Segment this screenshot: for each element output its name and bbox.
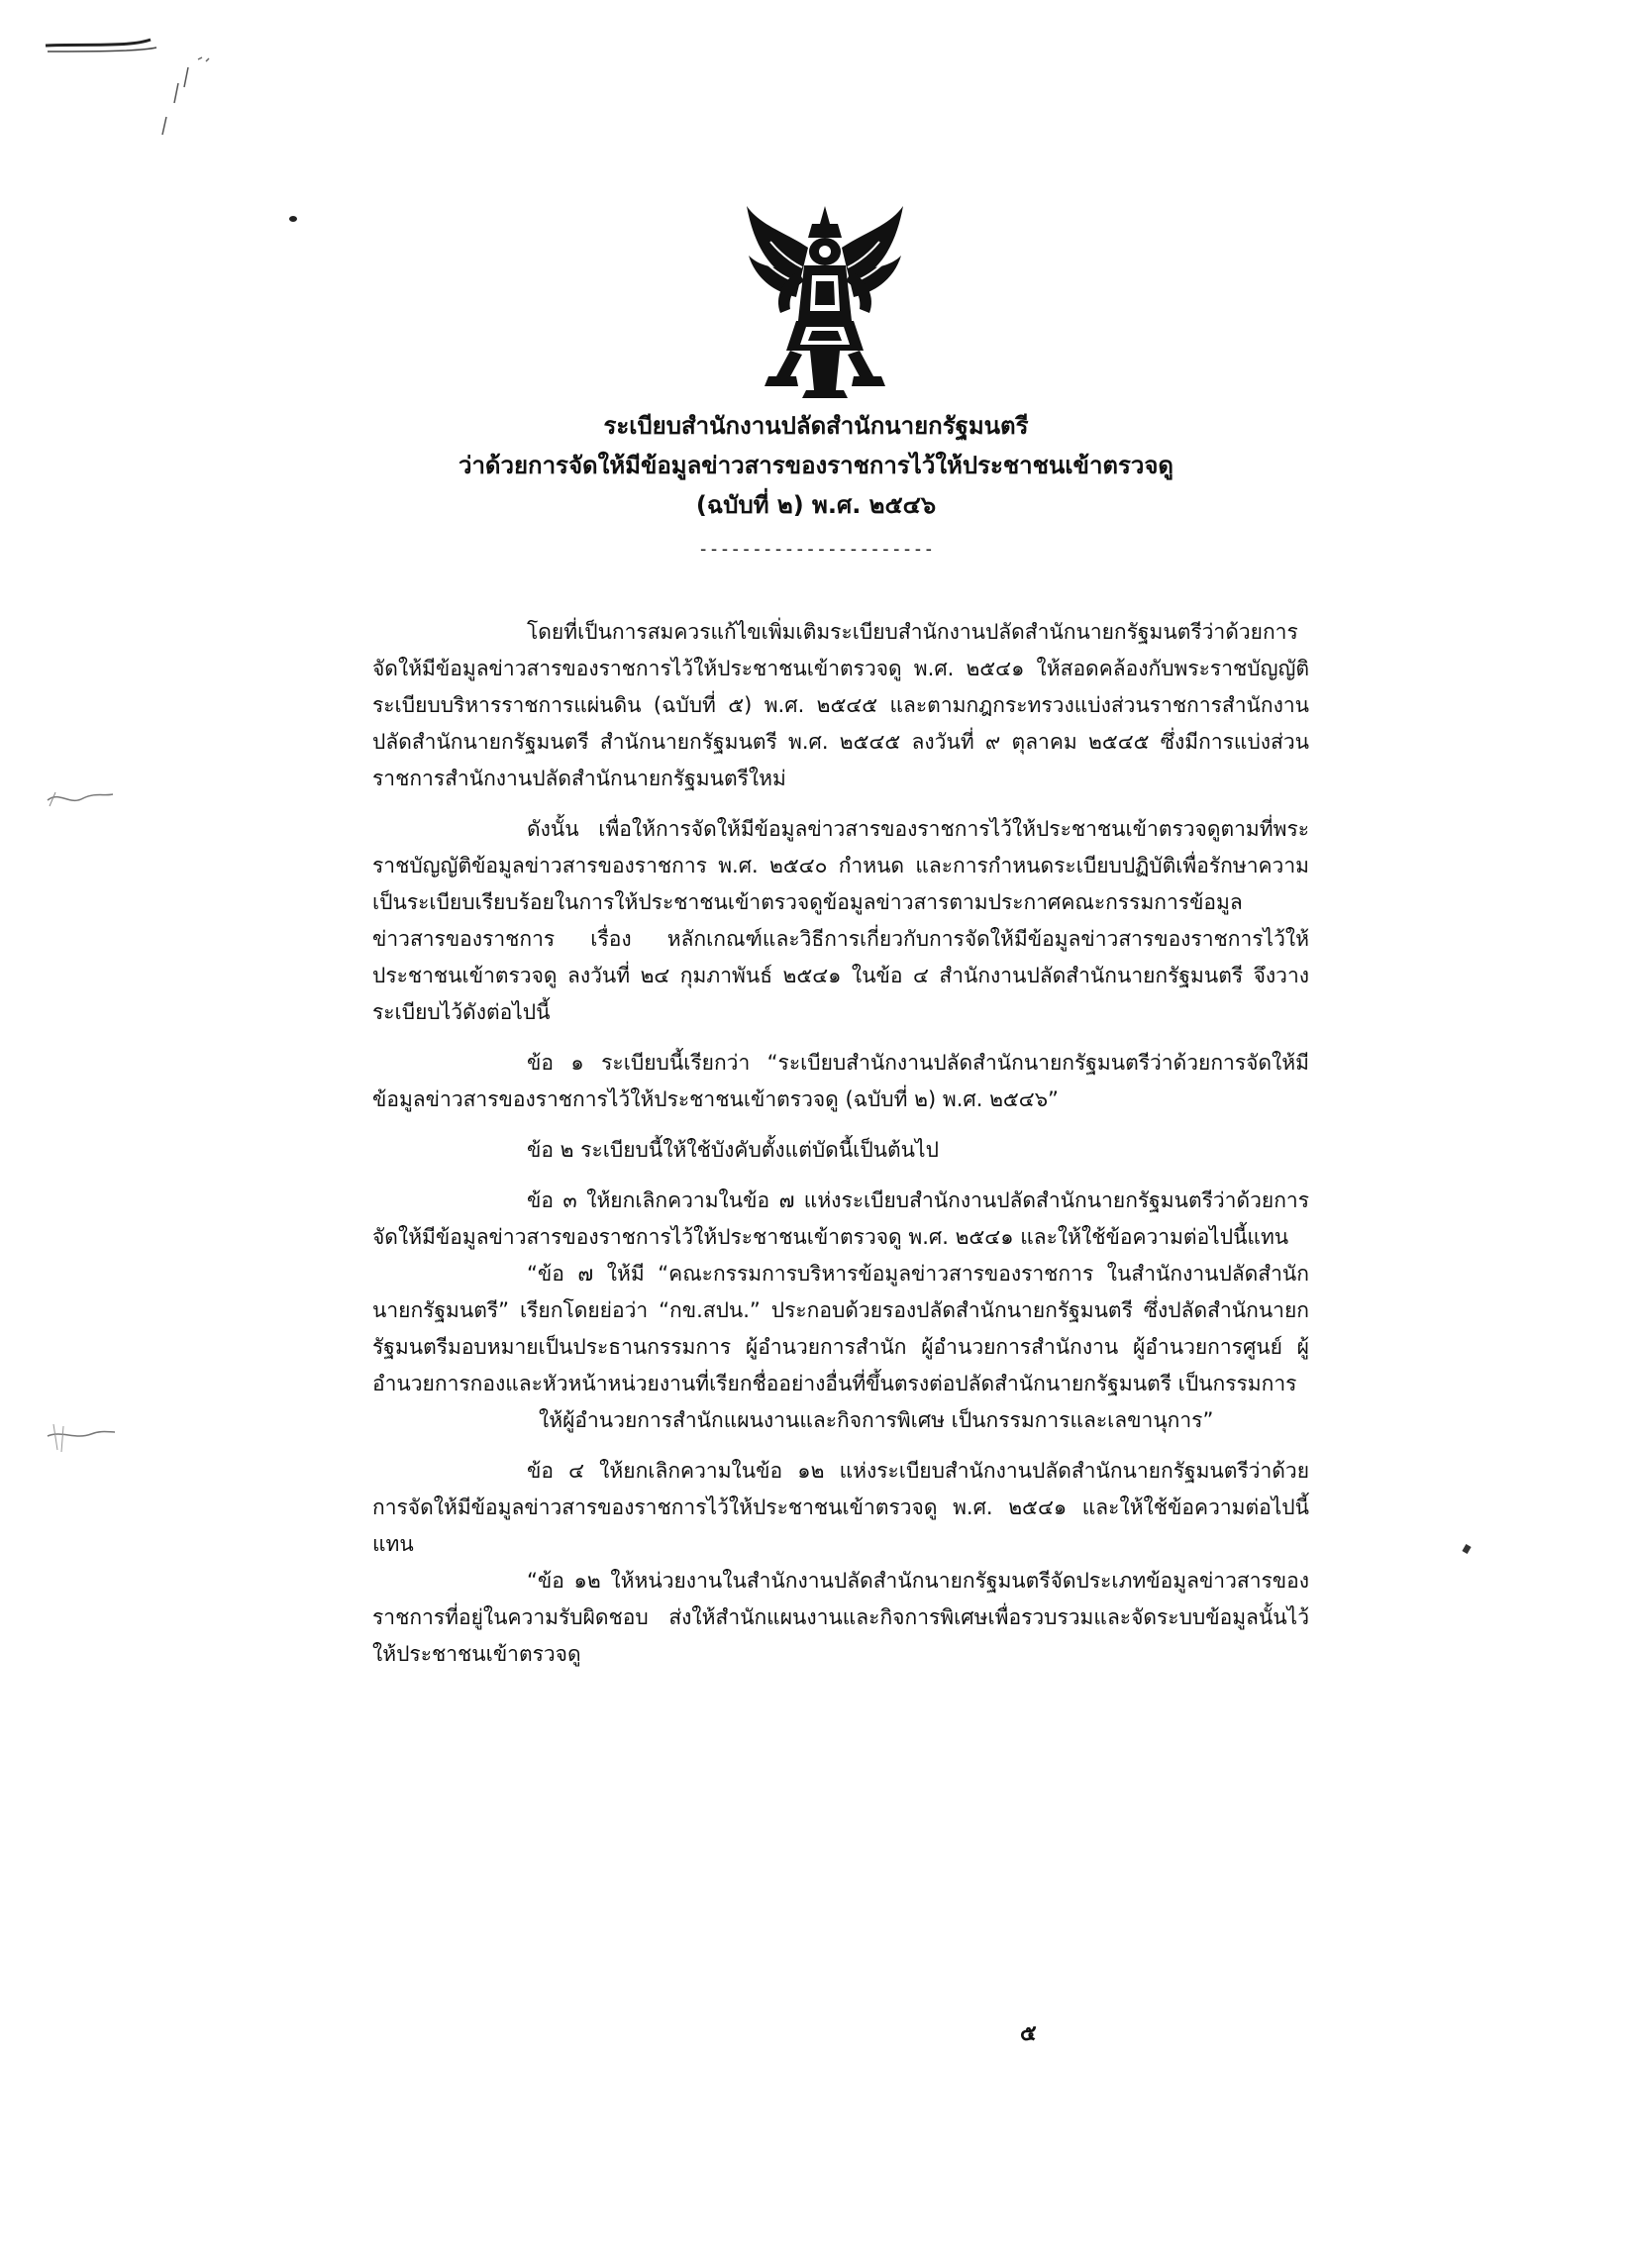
smudge-mark-icon xyxy=(40,1406,119,1466)
title-line-1: ระเบียบสำนักงานปลัดสำนักนายกรัฐมนตรี xyxy=(603,412,1029,440)
title-line-3: (ฉบับที่ ๒) พ.ศ. ๒๕๔๖ xyxy=(695,491,937,519)
title-block xyxy=(0,406,1632,565)
speck-mark xyxy=(289,216,297,222)
clause-4-paragraph: ข้อ ๔ ให้ยกเลิกความในข้อ ๑๒ แห่งระเบียบสำนักงานปลัดสำนักนายกรัฐมนตรีว่าด้วยการจัดให้มีข้อมูลข่าวสารของราชการไว้ให้ประชาชนเข้าตรวจดู พ.ศ. ๒๕๔๑ และให้ใช้ข้อความต่อไปนี้แทน xyxy=(372,1459,1309,1556)
page-number: ๕ xyxy=(1020,2021,1037,2046)
scribble-mark-icon xyxy=(40,18,218,147)
document-body xyxy=(372,614,1309,1687)
clause-1-paragraph: ข้อ ๑ ระเบียบนี้เรียกว่า “ระเบียบสำนักงานปลัดสำนักนายกรัฐมนตรีว่าด้วยการจัดให้มีข้อมูลข่าวสารของราชการไว้ให้ประชาชนเข้าตรวจดู (ฉบับที่ ๒) พ.ศ. ๒๕๔๖” xyxy=(372,1051,1309,1111)
garuda-emblem-icon xyxy=(741,202,909,400)
speck-mark xyxy=(1462,1544,1471,1554)
clause-3-paragraph: ข้อ ๓ ให้ยกเลิกความในข้อ ๗ แห่งระเบียบสำนักงานปลัดสำนักนายกรัฐมนตรีว่าด้วยการจัดให้มีข้อมูลข่าวสารของราชการไว้ให้ประชาชนเข้าตรวจดู พ.ศ. ๒๕๔๑ และให้ใช้ข้อความต่อไปนี้แทน xyxy=(372,1188,1309,1249)
clause-3-quote-secretary: ให้ผู้อำนวยการสำนักแผนงานและกิจการพิเศษ เป็นกรรมการและเลขานุการ” xyxy=(539,1408,1214,1432)
clause-4-quote-paragraph: “ข้อ ๑๒ ให้หน่วยงานในสำนักงานปลัดสำนักนายกรัฐมนตรีจัดประเภทข้อมูลข่าวสารของราชการที่อยู่ในความรับผิดชอบ ส่งให้สำนักแผนงานและกิจการพิเศษเพื่อรวบรวมและจัดระบบข้อมูลนั้นไว้ให้ประชาชนเข้าตรวจดู xyxy=(372,1569,1309,1666)
enactment-paragraph: ดังนั้น เพื่อให้การจัดให้มีข้อมูลข่าวสารของราชการไว้ให้ประชาชนเข้าตรวจดูตามที่พระราชบัญญัติข้อมูลข่าวสารของราชการ พ.ศ. ๒๕๔๐ กำหนด และการกำหนดระเบียบปฏิบัติเพื่อรักษาความเป็นระเบียบเรียบร้อยในการให้ประชาชนเข้าตรวจดูข้อมูลข่าวสารตามประกาศคณะกรรมการข้อมูลข่าวสารของราชการ เรื่อง หลักเกณฑ์และวิธีการเกี่ยวกับการจัดให้มีข้อมูลข่าวสารของราชการไว้ให้ประชาชนเข้าตรวจดู ลงวันที่ ๒๔ กุมภาพันธ์ ๒๕๔๑ ในข้อ ๔ สำนักงานปลัดสำนักนายกรัฐมนตรี จึงวางระเบียบไว้ดังต่อไปนี้ xyxy=(372,817,1309,1024)
title-line-2: ว่าด้วยการจัดให้มีข้อมูลข่าวสารของราชการไว้ให้ประชาชนเข้าตรวจดู xyxy=(458,452,1174,479)
smudge-mark-icon xyxy=(40,780,119,820)
title-divider: ---------------------- xyxy=(697,539,935,560)
clause-2-paragraph: ข้อ ๒ ระเบียบนี้ให้ใช้บังคับตั้งแต่บัดนี้เป็นต้นไป xyxy=(527,1138,939,1162)
clause-3-quote-paragraph: “ข้อ ๗ ให้มี “คณะกรรมการบริหารข้อมูลข่าวสารของราชการ ในสำนักงานปลัดสำนักนายกรัฐมนตรี” เรียกโดยย่อว่า “กข.สปน.” ประกอบด้วยรองปลัดสำนักนายกรัฐมนตรี ซึ่งปลัดสำนักนายกรัฐมนตรีมอบหมายเป็นประธานกรรมการ ผู้อำนวยการสำนัก ผู้อำนวยการสำนักงาน ผู้อำนวยการศูนย์ ผู้อำนวยการกองและหัวหน้าหน่วยงานที่เรียกชื่ออย่างอื่นที่ขึ้นตรงต่อปลัดสำนักนายกรัฐมนตรี เป็นกรรมการ xyxy=(372,1262,1309,1395)
preamble-paragraph: โดยที่เป็นการสมควรแก้ไขเพิ่มเติมระเบียบสำนักงานปลัดสำนักนายกรัฐมนตรีว่าด้วยการจัดให้มีข้อมูลข่าวสารของราชการไว้ให้ประชาชนเข้าตรวจดู พ.ศ. ๒๕๔๑ ให้สอดคล้องกับพระราชบัญญัติระเบียบบริหารราชการแผ่นดิน (ฉบับที่ ๕) พ.ศ. ๒๕๔๕ และตามกฎกระทรวงแบ่งส่วนราชการสำนักงานปลัดสำนักนายกรัฐมนตรี สำนักนายกรัฐมนตรี พ.ศ. ๒๕๔๕ ลงวันที่ ๙ ตุลาคม ๒๕๔๕ ซึ่งมีการแบ่งส่วนราชการสำนักงานปลัดสำนักนายกรัฐมนตรีใหม่ xyxy=(372,620,1309,790)
